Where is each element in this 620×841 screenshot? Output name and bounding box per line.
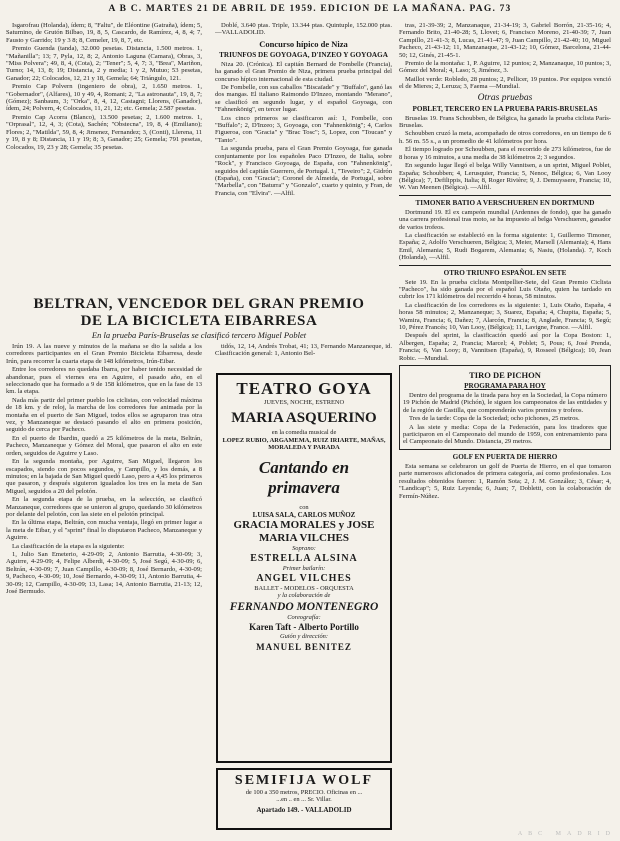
section-title: OTRO TRIUNFO ESPAÑOL EN SETE xyxy=(443,268,567,277)
paragraph: Nada más partir del primer pueblo los ciclistas, con velocidad máxima de 18 km. y de reloj, la marcha de los corredores fue animada por la montaña en el puerto de San Miguel, todos ellos se agruparon tras otra vez, y Manzaneque se destacó pasando el alto en primera posición, seguido de cerca por Pacheco. xyxy=(6,396,202,434)
column-niza-horse-show xyxy=(215,22,392,292)
ad-line: ...en .. en ... Sr. Villar. xyxy=(276,796,332,804)
ad-cast: Karen Taft - Alberto Portillo xyxy=(249,622,359,633)
ad-cast: GRACIA MORALES y JOSE MARIA VILCHES xyxy=(233,519,375,545)
paragraph: En la segunda montaña, por Aguirre, San Miguel, llegaron los escapados, siendo con pocos segundos, y Campillo, y los demás, a 8 minutos; en la bajada de San Miguel quedó Laso, pero a 4,45 los primeros que pasaron, y después siguieron igualados los tres en la meta de San Miguel, seguidos a 20 del pelotón. xyxy=(6,458,202,495)
ad-star: MARIA ASQUERINO xyxy=(231,410,377,427)
paragraph: Premio Cap Acorra (Blanco), 13.500 pesetas; 2, 1.600 metros. 1, "Orprasal", 12, 4, 3; (Cota), Sachén; "Obstecna", 19, 8, 4 (Emiliano); Flores; 2, "Matilda", 59, 8, 4; Jimenez, Fernandez; 3, (Conti), Llerena, 11 y 19, 8 y 8; Distancia, 11 y 19; 8; 3, Ganador; 25; Gemela; 791 pesetas, Colocados, 19, 23 y 28; Gemela; 35 pesetas. xyxy=(6,113,202,151)
paragraph: Premio Cap Polvern (ingeniero de obra), 2, 1.650 metros. 1, "Gobernador", (Alfares), 10 y 49, 4, Romani; 2, "La astronauta", 19, 8, 7; (Gómez); Sanbaum, 3; "Orka", 8, 4, 12, Castagni; Llorens, (Ganador), ídem, 24; Polvern, 4; Colocados, 11, 21, 12; etc. Gemela; 2.587 pesetas. xyxy=(6,83,202,113)
banner-line-2: DE LA BICICLETA EIBARRESA xyxy=(80,313,318,329)
semifija-wolf-ad xyxy=(216,768,392,830)
column-continuation xyxy=(215,343,392,371)
article-subtitle: TRIUNFOS DE GOYOAGA, D'INZEO Y GOYOAGA xyxy=(219,50,388,59)
ad-line: de 100 a 350 metros, PRECIO. Oficinas en ... xyxy=(245,789,363,796)
paragraph: Entre los corredores no quedaba Ibarra, por haber tenido necesidad de abandonar, pues el viernes era en Aguirre, el pasado año, en el seleccionado que ha formado a 9 de 158 kilómetros, que en la fase de 13 km. la etapa. xyxy=(6,366,202,396)
divider xyxy=(399,195,611,196)
paragraph: Isgarofrau (Holanda), ídem; 8, "Faltu", de Eléontine (Gatraña), ídem; 5, Saturnino, de Grutón Bilbao, 19, 8, 5, Cascardo, de Ramírez, 4, 8, 4; 7, Fausto y Garrido; 19 y 3 8; 8, Cemeler, 19, 8, 7, etc. xyxy=(6,22,202,44)
teatro-goya-ad xyxy=(216,373,392,763)
banner-headline xyxy=(6,296,392,330)
page-header: A B C. MARTES 21 DE ABRIL DE 1959. EDICION DE LA MAÑANA. PAG. 73 xyxy=(108,4,512,14)
ad-line: y la colaboración de xyxy=(277,592,331,600)
watermark: ABC MADRID xyxy=(517,831,616,837)
paragraph: 1, Julio San Emeterio, 4-29-09; 2, Antonio Barrutia, 4-30-09; 3, Aguirre, 4-29-09; 4, Felipe Alberdi, 4-30-09; 5, José Segú, 4-30-09; 6, Beltrán, 4-30-09; 7, Juan Campillo, 4-30-09; 8, José Bernardo, 4-30-09; 9, Pacheco, 4-30-09; 10, José Bernardo, 4-30-09; 11, Antonio Barrutia, 4-30-09; 12, Campillo, 4-30-09; 13, Lasa; 14, Antonio Barrutia, 21-13; 12, José Bermudo. xyxy=(6,550,202,595)
paragraph: En la segunda etapa de la prueba, en la selección, se clasificó Manzaneque, corredores que se unieron al grupo, quedando 30 kilómetros por delante del pelotón, con las siete en el pelotón principal. xyxy=(6,496,202,518)
ad-address: Apartado 149. - VALLADOLID xyxy=(256,805,352,814)
paragraph: Schoubben cruzó la meta, acompañado de otros corredores, en un tiempo de 6 h. 56 m. 55 s., a un promedio de 41 kilómetros por hora. xyxy=(399,130,611,145)
ad-cast: FERNANDO MONTENEGRO xyxy=(229,601,379,614)
ad-line: con xyxy=(299,503,309,511)
column-racing-results xyxy=(6,22,202,292)
paragraph: La clasificación se estableció en la forma siguiente: 1, Guillermo Timoner, España; 2, Adolfo Verschueren, Bélgica; 3, Meier, Marsell (Alemania); 4, Hans Emil, Alemania; 5, Rudi Bogarem, Alemania; 6, Nasiu, (Holanda). 7, Koch (Holanda), —Alfil. xyxy=(399,231,611,262)
ad-line: BALLET - MODELOS - ORQUESTA xyxy=(254,585,354,593)
paragraph: Después del sprint, la clasificación quedó así por la Copa Boston: 1, Albergen, España; 2, Francia; Marcel; 4, Poblet; 5, Pous; 6, José Prenda, Francia; 6, Van Looy; 8, Vannitsen (España), 9, Rosseel (Bélgica); 10, Jean Robic. —Mundial. xyxy=(399,332,611,362)
section-subtitle: POBLET, TERCERO EN LA PRUEBA PARIS-BRUSELAS xyxy=(412,104,598,113)
banner-subheadline: En la prueba París-Bruselas se clasificó tercero Miguel Poblet xyxy=(91,330,307,340)
section-title: Otras pruebas xyxy=(477,92,533,103)
section-title: TIMONER BATIO A VERSCHUEREN EN DORTMUND xyxy=(415,198,595,207)
paragraph: La clasificación de los corredores es la siguiente: 1, Luis Otaño, España, 4 horas 58 minutos; 2, Manzaneque; 3, Suarez, España; 4, Chupita, España; 5, Wamira, Francia; 6, Dañez; 7, Alarcón, Francia; 8, Anglade, Francia; 9, Segú; 10, Pérez Francés; 10, Van Looy, (Bélgica); 11, Lavigne, France. —Alfil. xyxy=(399,301,611,331)
ad-line: Primer bailarín: xyxy=(282,565,326,573)
paragraph: El tiempo logrado por Schoubben, para el recorrido de 273 kilómetros, fue de 8 horas y 16 minutos, a una media de 38 kilómetros 2; 3 segundos. xyxy=(399,146,611,161)
ad-cast: LUISA SALA, CARLOS MUÑOZ xyxy=(252,511,356,520)
ad-title: TEATRO GOYA xyxy=(236,379,372,398)
ad-show-title: Cantando en primavera xyxy=(258,457,350,497)
ad-line: Soprano: xyxy=(292,545,316,553)
paragraph: Dentro del programa de la tirada para hoy en la Sociedad, la Copa número 19 Pichón de Madrid (Pichón), le siguen los campeonatos de las entidades y de la región de Castilla, que comprenderán varios premios y trofeos. xyxy=(403,392,607,414)
paragraph: En el puerto de Ibardin, quedó a 25 kilómetros de la meta, Beltrán, Pacheco, Manzaneque y Gómez del Moral, que pasaron el alto en este orden, seguidos de Aguirre y Laso. xyxy=(6,434,202,457)
paragraph: Bruselas 19. Frans Schoubben, de Bélgica, ha ganado la prueba ciclista París-Bruselas. xyxy=(399,114,611,130)
paragraph: De Fombelle, con sus caballos "Biscaïade" y "Buffalo", ganó las dos mangas. El italiano Raimondo D'Inzeo, montando "Merano", se clasificó en segundo lugar, y el español Goyoaga, con "Fahnenkönig", en tercer lugar. xyxy=(215,84,392,114)
ad-cast: ANGEL VILCHES xyxy=(256,573,352,585)
paragraph: Premio Guenda (tanda), 32.000 pesetas. Distancia, 1.500 metros. 1, "Mañanilla"; 13; 7, Pyla, 12, 8; 2, Antonio Laguna (Camara), Obras, 3, "Miss Polvera"; 49, 8, 4, (Cota), 2; "Tener"; 5, 4, 7; 3, "Brea", Mariñon, Turno; 14, 13, 8; 19; Distancia, 2 y media; 1 y 2, Mutuo; 53 pesetas, Ganador; 22; Colocados, 12, 21 y 18, Gemela; 64; Triángulo, 121. xyxy=(6,45,202,82)
paragraph: En la última etapa, Beltrán, con mucha ventaja, llegó en primer lugar a la meta de Eibar, y el "sprint" final lo disputaron Pacheco, Manzaneque y Aguirre. xyxy=(6,519,202,542)
ad-title: SEMIFIJA WOLF xyxy=(234,773,374,788)
banner-line-1: BELTRAN, VENCEDOR DEL GRAN PREMIO xyxy=(33,296,365,312)
paragraph: A las siete y media: Copa de la Federación, para los tiradores que participaron en el Campeonato del mundo de 1959, con entrenamiento para el Campeonato del Mundo. Distancia, 29 metros. xyxy=(403,423,607,446)
divider xyxy=(399,265,611,266)
paragraph: Premio de la montaña: 1, P. Aguirre, 12 puntos; 2, Manzanaque, 10 puntos; 3, Gómez del Moral; 4, Laso; 5, Jiménez, 3. xyxy=(399,60,611,75)
paragraph: Maillot verde: Robledo, 28 puntos; 2, Pellicer, 19 puntos. Por equipos venció el de Mieres; 2, Leruza; 3, Faema —Mundial. xyxy=(399,75,611,91)
paragraph: tidós, 12, 14, Andrés Trobat, 41; 13, Fernando Manzaneque, id. Clasificación general: 1, Antonio Bel- xyxy=(215,343,392,358)
paragraph: tras, 21-39-39; 2, Manzanaque, 21-34-19; 3, Gabriel Borrón, 21-35-16; 4, Fernando Brito, 21-40-28; 5, Llovet; 6, Francisco Moreno, 21-40-39; 7, Juan Campillo, 21-41-3; 8, Lucas, 21-41-47; 9, Juan Campillo, 21-42-40; 10, Miguel Pacheco, 21-43-12; 11, Manzanaque, 21-43-12; 10, Gómez, Barcelona, 21-44-50; 12, Ginés, 21-45-1. xyxy=(399,22,611,59)
box-subtitle: PROGRAMA PARA HOY xyxy=(464,382,546,391)
ad-line: Coreografía: xyxy=(287,614,321,622)
ad-line: JUEVES, NOCHE, ESTRENO xyxy=(263,399,345,406)
paragraph: Sete 19. En la prueba ciclista Montpellier-Sete, del Gran Premio Ciclista "Pacheco", ha sido ganada por el español Luis Otaño, quien ha tardado en cubrir los 171 kilómetros del recorrido 4 horas, 58 minutos. xyxy=(399,278,611,301)
paragraph: Niza 20. (Crónica). El capitán Bernard de Fombelle (Francia), ha ganado el Gran Premio de Niza, primera prueba principal del concurso hípico internacional de esta ciudad. xyxy=(215,60,392,83)
paragraph: Esta semana se celebraron un golf de Puerta de Hierro, en el que tomaron parte numerosos aficionados de primera categoría, así como profesionales. Los resultados obtenidos fueron: 1, Ramón Sota; 2, J. M. González; 3, César; 4, "Landicap"; 5, Ruiz Leyenda; 6, Juan; 7, Dobletti, con la colaboración de Fermín-Núñez. xyxy=(399,462,611,500)
ad-authors: LOPEZ RUBIO, ARGAMEMA, RUIZ IRIARTE, MAÑAS, MORALEDA Y PARADA xyxy=(222,436,386,452)
paragraph: La segunda prueba, para el Gran Premio Goyoaga, fue ganada conjuntamente por los españoles Paco D'Inzeo, de Italia, sobre "Rock", y Francisco Goyoaga, de España, con "Fahnenkönig", seguidos del capitán Guerrero, de Portugal. 1, "Teveiro"; 2, Gidrón (España), con "Gracia"; Coronel de Almeida, de Portugal, sobre "Marbella", con "Baturra" y "Gonzalo", cuarto y quinto, y Fran, de Francia, con "Elvira". —Alfil. xyxy=(215,145,392,197)
paragraph: Dortmund 19. El ex campeón mundial (Ardennes de fondo), que ha ganado una carrera profesional tras moto, se ha impuesto al belga Verschueren, ganador de varios trofeos. xyxy=(399,208,611,231)
box-title: TIRO DE PICHON xyxy=(469,370,541,381)
ad-line: en la comedia musical de xyxy=(271,429,337,437)
article-title: Concurso hípico de Niza xyxy=(259,38,348,49)
paragraph: Irún 19. A las nueve y minutos de la mañana se dio la salida a los corredores participantes en el Gran Premio Bicicleta Eibarresa, desde Irún, para recorrer la cuarta etapa de 148 kilómetros, Irún-Eibar. xyxy=(6,343,202,365)
paragraph: Los cinco primeros se clasificaron así: 1, Fombelle, con "Buffalo"; 2, D'Inzeo; 3, Goyoaga, con "Fahnenkönig"; 4, Carlos Figueroa, con "Gracia" y "Brac Tosc"; 5, Lopez, con "Toucan" y "Tanto". xyxy=(215,114,392,144)
section-title: GOLF EN PUERTA DE HIERRO xyxy=(452,452,558,461)
paragraph: La clasificación de la etapa es la siguiente: xyxy=(12,542,125,550)
column-cycling-results xyxy=(399,22,611,832)
paragraph: Doblé, 3.640 ptas. Triple, 13.344 ptas. Quintuple, 152.000 ptas. —VALLADOLID. xyxy=(215,22,392,37)
column-cycling-article xyxy=(6,343,202,833)
paragraph: Tres de la tarde: Copa de la Sociedad; ocho pichones, 25 metros. xyxy=(409,415,580,423)
tiro-pichon-box xyxy=(399,365,611,450)
ad-line: Guión y dirección: xyxy=(279,633,329,641)
paragraph: En segundo lugar llegó el belga Willy Vannitsen, a un sprint, Miguel Poblet, España; Schoubben; 4, Lerusquier, Francia; 5, Nenoc, Bélgica; 6, Van Looy (Bélgica); 7, Defilippis, Italia; 8, Roger Rivière; 9, J. Demuyssere, Francia; 10, W. Van Meenen (Bélgica). —Alfil. xyxy=(399,162,611,192)
ad-cast: MANUEL BENITEZ xyxy=(256,642,352,653)
ad-cast: ESTRELLA ALSINA xyxy=(250,553,358,565)
